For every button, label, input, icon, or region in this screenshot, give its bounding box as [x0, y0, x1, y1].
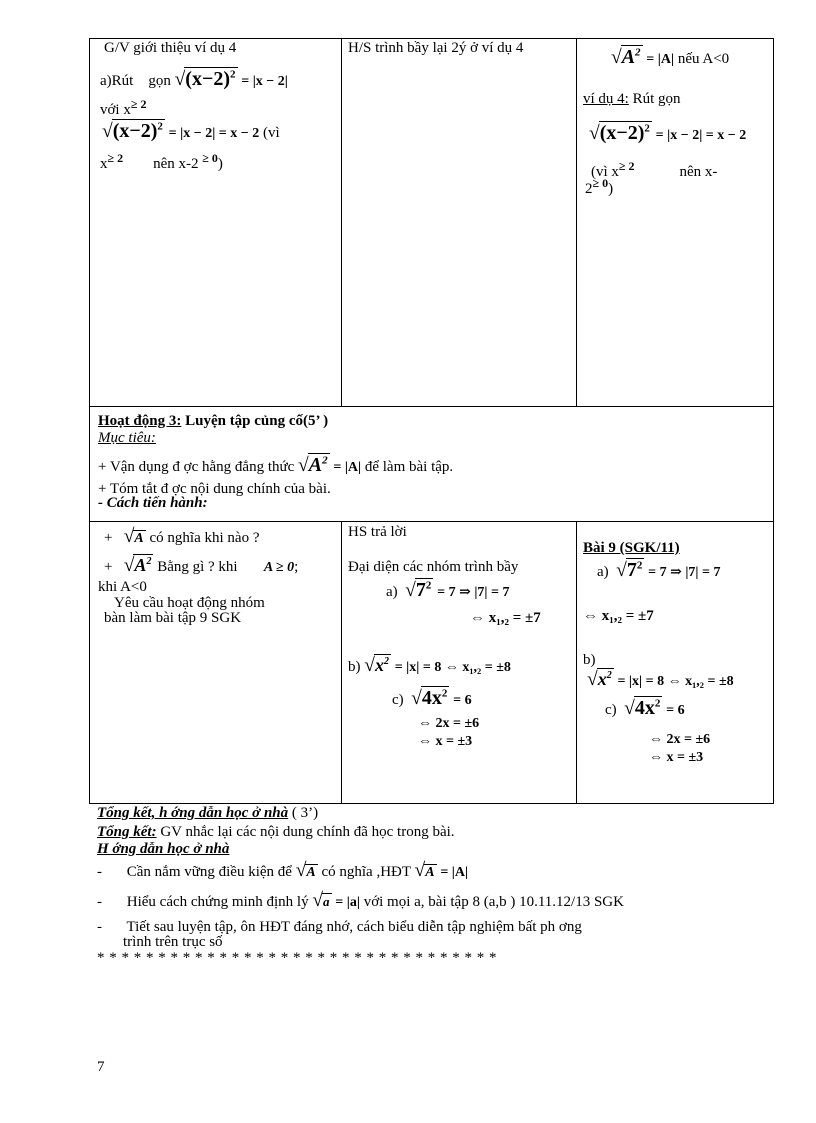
homework-item-3: - Tiết sau luyện tập, ôn HĐT đáng nhớ, cách biểu diễn tập nghiệm bất ph ơng: [97, 919, 582, 935]
reason-line: $x^{\ge 2}$ nên x-2 $^{\ge 0}$): [100, 151, 223, 172]
group-present: Đại diện các nhóm trình bầy: [348, 559, 519, 575]
row3-left-cell: [90, 522, 342, 804]
row1-right-cell: [577, 39, 774, 407]
summary-heading: Tổng kết, h ớng dẫn học ở nhà ( 3’): [97, 805, 319, 821]
procedure-label: - Cách tiến hành:: [98, 495, 208, 511]
mid-answer-c-step3: ⇔ x = ±3: [418, 734, 473, 749]
objectives-label: Mục tiêu:: [98, 430, 156, 446]
exercise-title: Bài 9 (SGK/11): [583, 540, 680, 556]
homework-item-2: - Hiểu cách chứng minh định lý √a = |a| với mọi a, bài tập 8 (a,b ) 10.11.12/13 SGK: [97, 890, 624, 911]
homework-label: H ớng dẫn học ở nhà: [97, 841, 230, 857]
group-task-2: bàn làm bài tập 9 SGK: [104, 610, 242, 626]
mid-answer-c: c) $√4x^2 = 6$: [392, 687, 472, 709]
mid-answer-a: a) $√7^2 = 7$ ⇒ |7| = 7: [386, 579, 510, 601]
right-answer-a-result: ⇔ x₁,₂ = ±7: [583, 608, 654, 624]
row1-left-cell: [90, 39, 342, 407]
right-answer-c-step3: ⇔ x = ±3: [649, 750, 704, 765]
mid-answer-a-result: ⇔ x₁,₂ = ±7: [470, 610, 541, 626]
right-answer-c: c) $√4x^2 = 6$: [605, 697, 685, 719]
right-answer-b-label: b): [583, 652, 596, 668]
right-answer-c-step2: ⇔ 2x = ±6: [649, 732, 711, 747]
example4-reason-2: $2^{\ge 0}$): [585, 176, 614, 197]
question-2-cont: khi A<0: [98, 579, 147, 595]
homework-item-3-cont: trình trên trục số: [123, 934, 223, 950]
question-2: + $√A^2$ Bằng gì ? khi A ≥ 0;: [104, 555, 299, 576]
example4-solution: $√(x-2)^2 = |x - 2| = x - 2$: [589, 122, 747, 144]
example-a-line: a)Rút gọn $√(x-2)^2 = |x - 2|$: [100, 68, 288, 90]
example4-reason: (vì $x^{\ge 2}$ nên x-: [591, 159, 718, 180]
page-number: 7: [97, 1059, 105, 1075]
right-answer-a: a) $√7^2 = 7$ ⇒ |7| = 7: [597, 559, 721, 581]
question-1: + √A có nghĩa khi nào ?: [104, 526, 260, 547]
group-task-1: Yêu cầu hoạt động nhóm: [114, 595, 265, 611]
example4-title: ví dụ 4: Rút gọn: [583, 91, 681, 107]
row3-right-cell: [577, 522, 774, 804]
activity3-cell: [90, 407, 774, 522]
star-divider: * * * * * * * * * * * * * * * * * * * * * * * * * * * * * * * * *: [97, 950, 497, 966]
activity3-title: Hoạt động 3: Luyện tập củng cố(5’ ): [98, 413, 329, 429]
right-answer-b: $√x^2 = |x| = 8$ ⇔ x₁,₂ = ±8: [587, 669, 734, 690]
example-a-solution: $√(x-2)^2 = |x - 2| = x - 2$ (vì: [102, 120, 280, 142]
mid-answer-c-step2: ⇔ 2x = ±6: [418, 716, 480, 731]
row3-middle-cell: [342, 522, 577, 804]
students-answer: HS trả lời: [348, 524, 407, 540]
teacher-intro: G/V giới thiệu ví dụ 4: [104, 40, 237, 56]
summary-line: Tổng kết: GV nhắc lại các nội dung chính đã học trong bài.: [97, 824, 455, 840]
condition-line: với $x^{\ge 2}$: [100, 97, 147, 118]
identity-formula: $√A^2 = |A|$ nếu A<0: [611, 46, 730, 68]
objective-1: + Vận dụng đ ợc hằng đẳng thức $√A^2 = |A|$ để làm bài tập.: [98, 454, 454, 476]
homework-item-1: - Cần nắm vững điều kiện để √A có nghĩa ,HĐT √A = |A|: [97, 860, 469, 881]
row1-middle-cell: [342, 39, 577, 407]
lesson-table: [89, 38, 774, 804]
mid-answer-b: b) $√x^2 = |x| = 8$ ⇔ x₁,₂ = ±8: [348, 655, 511, 676]
student-presentation: H/S trình bầy lại 2ý ở ví dụ 4: [348, 40, 524, 56]
objective-2: + Tóm tắt đ ợc nội dung chính của bài.: [98, 481, 331, 497]
